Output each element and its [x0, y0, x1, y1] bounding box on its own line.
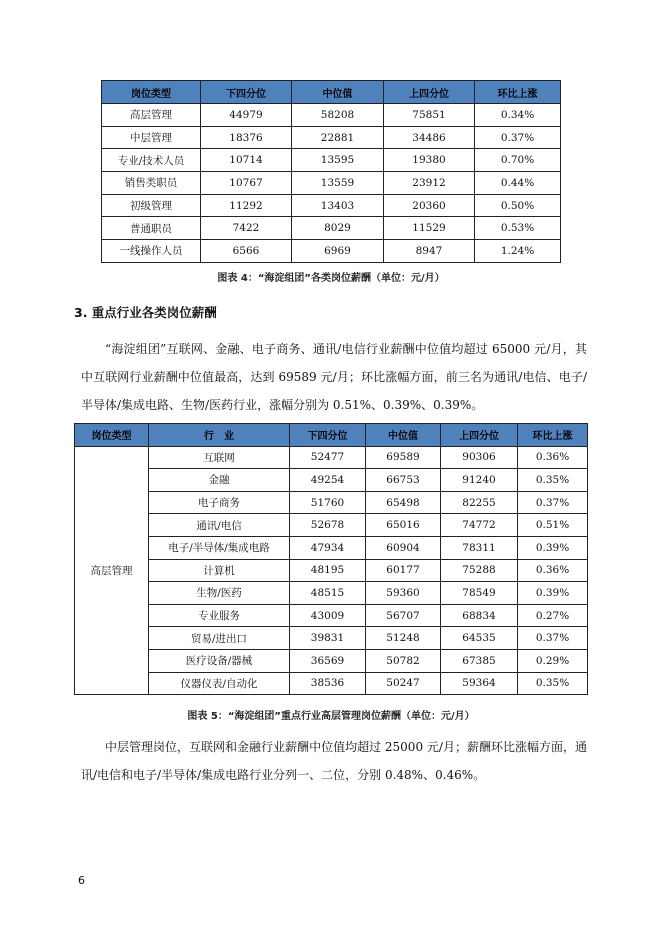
- table-cell: 销售类职员: [102, 172, 201, 195]
- table-cell: 0.37%: [518, 627, 588, 650]
- body-paragraph: “海淀组团”互联网、金融、电子商务、通讯/电信行业薪酬中位值均超过 65000 元/月，其中互联网行业薪酬中位值最高，达到 69589 元/月；环比涨幅方面，前三名为通讯/电信、电子/半导体/集成电路、生物/医药行业，涨幅分别为 0.51%、0.39%、0.39%。: [81, 342, 587, 412]
- table-cell: 51248: [366, 627, 441, 650]
- table-cell: 贸易/进出口: [149, 627, 290, 650]
- table-row: [102, 194, 561, 217]
- table-cell: 48195: [290, 559, 366, 582]
- salary-by-position-table: [101, 80, 561, 263]
- table-cell: 68834: [441, 604, 518, 627]
- table-row: [75, 627, 588, 650]
- table-cell: 一线操作人员: [102, 240, 201, 263]
- table-cell: 75851: [384, 104, 475, 127]
- table-cell: 13403: [292, 194, 384, 217]
- column-header: 中位值: [292, 81, 384, 104]
- column-header: 中位值: [366, 424, 441, 447]
- table-cell: 0.70%: [475, 149, 561, 172]
- table-cell: 39831: [290, 627, 366, 650]
- table-cell: 43009: [290, 604, 366, 627]
- table-cell: 60904: [366, 536, 441, 559]
- table-cell: 60177: [366, 559, 441, 582]
- table-cell: 0.36%: [518, 559, 588, 582]
- table-cell: 0.36%: [518, 446, 588, 469]
- table-cell: 22881: [292, 126, 384, 149]
- table-cell: 6566: [201, 240, 292, 263]
- table-row: [75, 649, 588, 672]
- body-paragraph: 中层管理岗位，互联网和金融行业薪酬中位值均超过 25000 元/月；薪酬环比涨幅方面，通讯/电信和电子/半导体/集成电路行业分列一、二位，分别 0.48%、0.46%。: [81, 740, 587, 782]
- table-cell: 计算机: [149, 559, 290, 582]
- table-cell: 0.44%: [475, 172, 561, 195]
- table-cell: 0.37%: [518, 491, 588, 514]
- table-cell: 50782: [366, 649, 441, 672]
- table-cell: 20360: [384, 194, 475, 217]
- table-row: [75, 469, 588, 492]
- table-cell: 专业/技术人员: [102, 149, 201, 172]
- table-cell: 0.39%: [518, 536, 588, 559]
- table-cell: 0.29%: [518, 649, 588, 672]
- table-cell: 44979: [201, 104, 292, 127]
- column-header: 环比上涨: [475, 81, 561, 104]
- table-cell: 59360: [366, 582, 441, 605]
- table-cell: 50247: [366, 672, 441, 695]
- table-cell: 48515: [290, 582, 366, 605]
- table-cell: 0.39%: [518, 582, 588, 605]
- table-cell: 13595: [292, 149, 384, 172]
- table-cell: 78311: [441, 536, 518, 559]
- table-row: [102, 172, 561, 195]
- table-row: [75, 559, 588, 582]
- table-cell: 0.50%: [475, 194, 561, 217]
- table-cell: 0.34%: [475, 104, 561, 127]
- table-row: [75, 446, 588, 469]
- table-cell: 金融: [149, 469, 290, 492]
- table-cell: 0.51%: [518, 514, 588, 537]
- column-header: 下四分位: [201, 81, 292, 104]
- table-cell: 11292: [201, 194, 292, 217]
- table-cell: 90306: [441, 446, 518, 469]
- table-cell: 0.37%: [475, 126, 561, 149]
- table-cell: 高层管理: [102, 104, 201, 127]
- table-cell: 64535: [441, 627, 518, 650]
- table-header-row: [75, 424, 588, 447]
- table-cell: 普通职员: [102, 217, 201, 240]
- table-cell: 82255: [441, 491, 518, 514]
- table-cell: 电子/半导体/集成电路: [149, 536, 290, 559]
- table-row: [102, 217, 561, 240]
- table-cell: 69589: [366, 446, 441, 469]
- table-cell: 13559: [292, 172, 384, 195]
- table-cell: 58208: [292, 104, 384, 127]
- table-cell: 0.35%: [518, 469, 588, 492]
- table-cell: 医疗设备/器械: [149, 649, 290, 672]
- table-cell: 65016: [366, 514, 441, 537]
- table-caption: 图表 4：“海淀组团”各类岗位薪酬（单位：元/月）: [217, 273, 445, 284]
- table-cell: 互联网: [149, 446, 290, 469]
- table-row: [75, 536, 588, 559]
- table-cell: 56707: [366, 604, 441, 627]
- table-cell: 91240: [441, 469, 518, 492]
- table-cell: 36569: [290, 649, 366, 672]
- table-cell: 中层管理: [102, 126, 201, 149]
- table-row: [75, 491, 588, 514]
- table-row: [102, 104, 561, 127]
- table-cell: 66753: [366, 469, 441, 492]
- table-cell: 19380: [384, 149, 475, 172]
- table-cell: 52477: [290, 446, 366, 469]
- table-cell: 10714: [201, 149, 292, 172]
- table-cell: 通讯/电信: [149, 514, 290, 537]
- table-cell: 74772: [441, 514, 518, 537]
- table-cell: 11529: [384, 217, 475, 240]
- table-cell: 0.27%: [518, 604, 588, 627]
- table-row: [75, 514, 588, 537]
- column-header: 上四分位: [384, 81, 475, 104]
- column-header: 环比上涨: [518, 424, 588, 447]
- table-row: [102, 240, 561, 263]
- table-cell: 18376: [201, 126, 292, 149]
- table-cell: 51760: [290, 491, 366, 514]
- table-row: [102, 149, 561, 172]
- table-cell: 电子商务: [149, 491, 290, 514]
- column-header: 岗位类型: [102, 81, 201, 104]
- table-row: [102, 126, 561, 149]
- column-header: 上四分位: [441, 424, 518, 447]
- table-row: [75, 582, 588, 605]
- table-row: [75, 604, 588, 627]
- table-cell: 专业服务: [149, 604, 290, 627]
- table-cell: 67385: [441, 649, 518, 672]
- table-cell: 59364: [441, 672, 518, 695]
- table-cell: 34486: [384, 126, 475, 149]
- table-cell: 65498: [366, 491, 441, 514]
- table-cell: 47934: [290, 536, 366, 559]
- table-cell: 10767: [201, 172, 292, 195]
- table-row: [75, 672, 588, 695]
- industry-salary-table: [74, 423, 588, 695]
- table-cell: 1.24%: [475, 240, 561, 263]
- table-cell: 52678: [290, 514, 366, 537]
- table-cell: 38536: [290, 672, 366, 695]
- table-cell: 75288: [441, 559, 518, 582]
- column-header: 岗位类型: [75, 424, 149, 447]
- table-cell: 生物/医药: [149, 582, 290, 605]
- table-cell: 78549: [441, 582, 518, 605]
- table-caption: 图表 5：“海淀组团”重点行业高层管理岗位薪酬（单位：元/月）: [187, 711, 475, 722]
- table-cell: 8947: [384, 240, 475, 263]
- table-cell: 8029: [292, 217, 384, 240]
- table-cell: 7422: [201, 217, 292, 240]
- column-header: 下四分位: [290, 424, 366, 447]
- section-heading: 3. 重点行业各类岗位薪酬: [74, 305, 217, 320]
- table-cell: 6969: [292, 240, 384, 263]
- group-label-cell: 高层管理: [75, 446, 149, 695]
- table-cell: 49254: [290, 469, 366, 492]
- table-cell: 0.53%: [475, 217, 561, 240]
- table-header-row: [102, 81, 561, 104]
- table-cell: 23912: [384, 172, 475, 195]
- column-header: 行 业: [149, 424, 290, 447]
- table-cell: 初级管理: [102, 194, 201, 217]
- table-cell: 仪器仪表/自动化: [149, 672, 290, 695]
- table-cell: 0.35%: [518, 672, 588, 695]
- page-number: 6: [78, 874, 85, 887]
